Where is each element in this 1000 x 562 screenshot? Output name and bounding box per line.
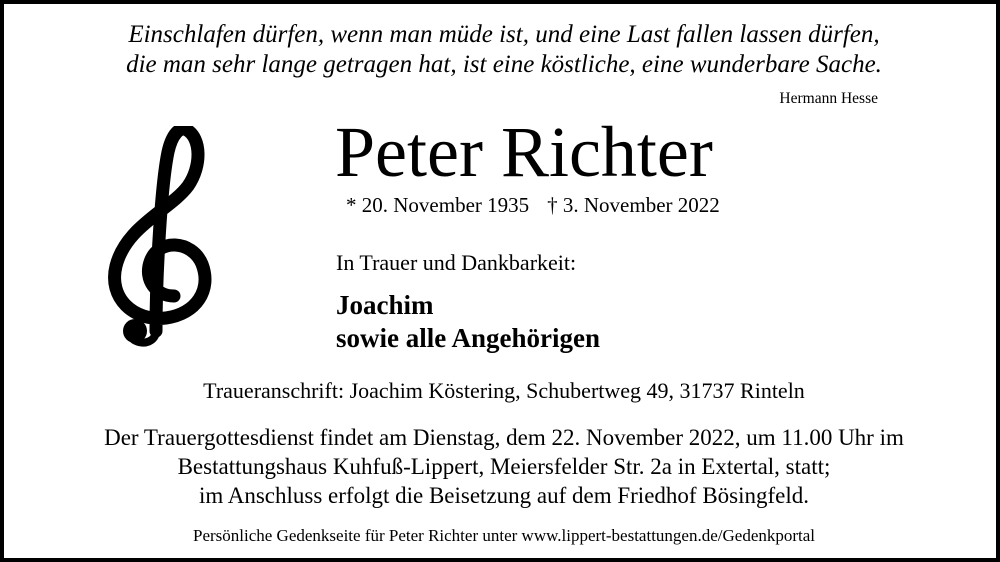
quote-line: die man sehr lange getragen hat, ist eine köstliche, eine wunderbare Sache. [126,51,882,78]
mourners [336,289,600,355]
service-line: Der Trauergottesdienst findet am Dienstag, dem 22. November 2022, um 11.00 Uhr im [104,425,904,450]
service-line: im Anschluss erfolgt die Beisetzung auf dem Friedhof Bösingfeld. [198,483,810,508]
mourning-intro: In Trauer und Dankbarkeit: [336,250,577,275]
death-date: † 3. November 2022 [547,193,720,217]
hesse-quote [24,20,984,80]
mourning-address: Traueranschrift: Joachim Köstering, Schubertweg 49, 31737 Rinteln [203,378,805,403]
funeral-service-info [4,423,1000,510]
deceased-name: Peter Richter [335,112,713,192]
quote-author: Hermann Hesse [779,90,878,107]
birth-date: * 20. November 1935 [346,193,530,217]
memorial-page-footer: Persönliche Gedenkseite für Peter Richter unter www.lippert-bestattungen.de/Gedenkportal [192,526,816,545]
quote-line: Einschlafen dürfen, wenn man müde ist, und eine Last fallen lassen dürfen, [128,21,880,48]
life-dates [346,193,720,218]
service-line: Bestattungshaus Kuhfuß-Lippert, Meiersfelder Str. 2a in Extertal, statt; [177,454,831,479]
treble-clef-icon [104,126,224,348]
mourner-name: Joachim [336,290,434,320]
mourner-name: sowie alle Angehörigen [336,323,600,353]
